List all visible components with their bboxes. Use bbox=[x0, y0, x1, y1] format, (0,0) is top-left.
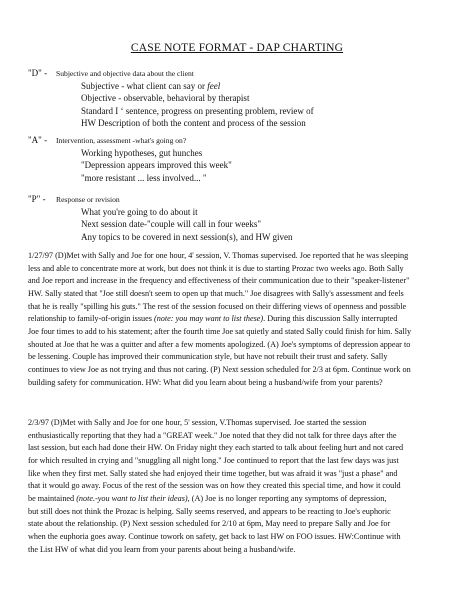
note-line: last session, but each had done their HW. On Friday night they each started to talk about feeling hurt and not cared bbox=[28, 443, 404, 453]
note-aside: (note: you may want to list these) bbox=[153, 314, 264, 324]
section-line: Next session date-"couple will call in four weeks" bbox=[81, 219, 262, 230]
section-line: Working hypotheses, gut hunches bbox=[81, 148, 203, 158]
section-line: Objective - observable, behavioral by therapist bbox=[81, 93, 250, 104]
note-line: Joe four times to add to his statement; after the fourth time Joe sat quietly and stated Sally could finish for him. Sally bbox=[28, 326, 412, 336]
note-line: 2/3/97 (D)Met with Sally and Joe for one hour, 5' session, V.Thomas supervised. Joe started the session bbox=[28, 418, 367, 427]
section-line: Standard I ‘ sentence, progress on presenting problem, review of bbox=[81, 105, 314, 116]
note-line: 1/27/97 (D)Met with Sally and Joe for one hour, 4' session, V. Thomas supervised. Joe reported that he was sleeping bbox=[28, 251, 409, 260]
note-line: but still does not think the Prozac is helping. Sally seems reserved, and appears to be reacting to Joe's euphoric bbox=[28, 506, 391, 516]
section-line: HW Description of both the content and process of the session bbox=[81, 117, 306, 128]
section-tag: "D" - bbox=[28, 68, 48, 78]
note-line: continues to view Joe as not trying and thus not caring. (P) Next session scheduled for 2/3 at 6pm. Continue work on bbox=[28, 364, 411, 374]
case-note-1 bbox=[28, 250, 446, 389]
section-header: Subjective and objective data about the client bbox=[56, 69, 194, 78]
section-tag: "P" - bbox=[28, 194, 46, 204]
note-line: building safety for communication. HW: What did you learn about being a husband/wife from your parents? bbox=[28, 377, 383, 387]
note-line: like when they first met. Sally stated she had enjoyed their time together, but was afraid it was "just a phase" and bbox=[28, 468, 398, 478]
section-line: Any topics to be covered in next session(s), and HW given bbox=[81, 231, 293, 242]
section-line: What you're going to do about it bbox=[81, 207, 198, 217]
page-title: CASE NOTE FORMAT - DAP CHARTING bbox=[130, 42, 344, 54]
section-line: Subjective - what client can say or feel bbox=[81, 81, 221, 91]
note-line: be maintained (note.-you want to list their ideas), (A) Joe is no longer reporting any symptoms of depression, bbox=[28, 493, 387, 503]
note-line: HW. Sally stated that "Joe still doesn't seem to open up that much." Joe disagrees with Sally's assessment and feels bbox=[28, 288, 404, 298]
note-line: for which resulted in crying and "snuggling all night long." Joe continued to report that the last few days was just bbox=[28, 455, 399, 465]
note-line: enthusiastically reporting that they had a "GREAT week." Joe noted that they did not talk for three days after the bbox=[28, 430, 397, 440]
section-line: "more resistant ... less involved... " bbox=[81, 172, 207, 183]
note-line: shouted at Joe that he was a quitter and after a few moments apologized. (A) Joe's symptoms of depression appear to bbox=[28, 339, 411, 349]
section-header: Response or revision bbox=[56, 195, 120, 204]
note-aside: (note.-you want to list their ideas) bbox=[76, 493, 188, 503]
note-line: be lessening. Couple has improved their communication style, but have not rebuilt their trust and safety. Sally bbox=[28, 352, 388, 362]
note-line: relationship to family-of-origin issues (note: you may want to list these). During this discussion Sally interrupted bbox=[28, 314, 398, 324]
note-line: state about the relationship. (P) Next session scheduled for 2/10 at 6pm, May need to prepare Sally and Joe for bbox=[28, 519, 391, 529]
note-line: less and able to concentrate more at work, but does not think it is due to starting Prozac two weeks ago. Both Sally bbox=[28, 263, 404, 273]
case-note-2 bbox=[28, 417, 446, 556]
section-line: "Depression appears improved this week" bbox=[81, 160, 232, 171]
note-line: and Joe report and increase in the frequency and effectiveness of their communication due to their "speaker-listener" bbox=[28, 276, 410, 286]
note-line: that he is really "spilling his guts." The rest of the session focused on their differing views of openness and possible bbox=[28, 301, 407, 311]
note-line: the List HW of what did you learn from your parents about being a husband/wife. bbox=[28, 544, 296, 554]
section-header: Intervention, assessment -what's going on? bbox=[56, 136, 187, 145]
section-tag: "A" - bbox=[28, 135, 48, 145]
note-line: that it would go away. Focus of the rest of the session was on how they created this special time, and how it could bbox=[28, 481, 401, 491]
note-line: when the euphoria goes away. Continue towork on safety, get back to last HW on FOO issues. HW:Continue with bbox=[28, 531, 401, 541]
